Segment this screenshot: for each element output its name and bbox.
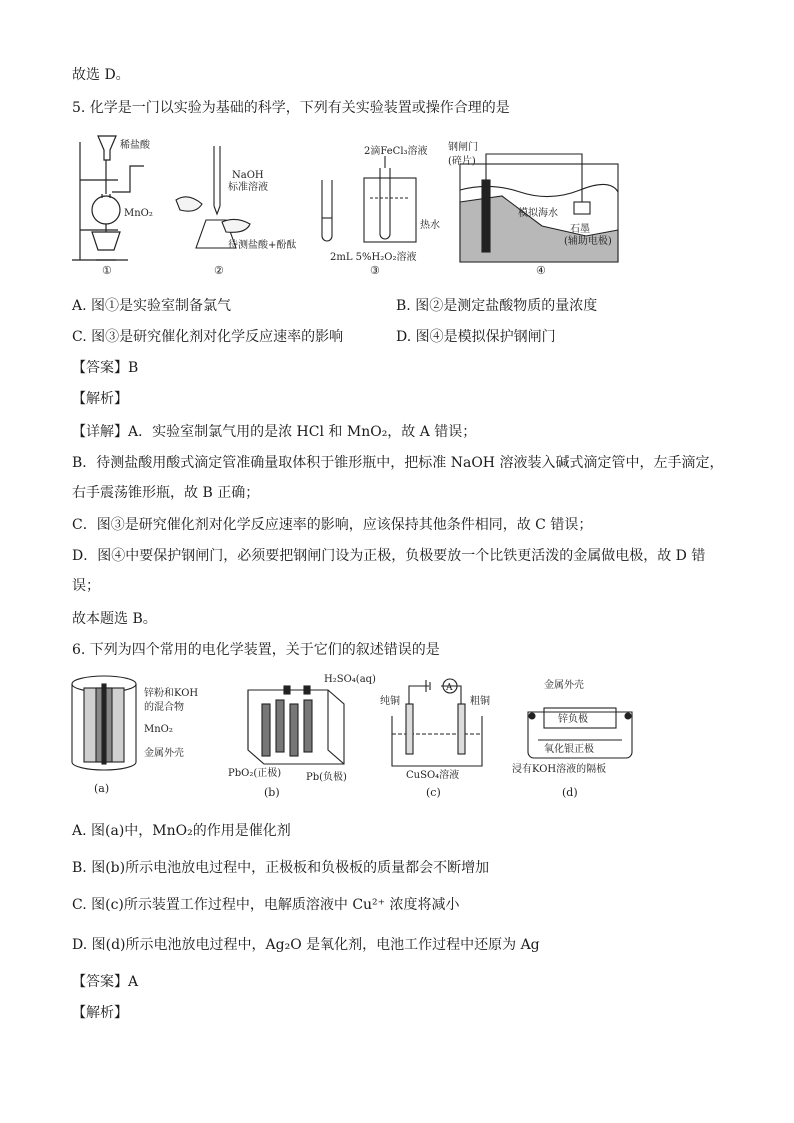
q5-conclusion: 故本题选 B。 bbox=[72, 611, 157, 627]
q5-figure-svg bbox=[68, 128, 628, 280]
q5-stem: 5. 化学是一门以实验为基础的科学，下列有关实验装置或操作合理的是 bbox=[72, 100, 510, 116]
label-auxiliary-electrode: (辅助电极) bbox=[564, 236, 612, 247]
label-h2o2: 2mL 5%H₂O₂溶液 bbox=[330, 252, 417, 263]
figure-catalyst-test bbox=[322, 156, 416, 242]
q6-option-a: A. 图(a)中，MnO₂的作用是催化剂 bbox=[72, 823, 291, 839]
label-simulated-seawater: 模拟海水 bbox=[518, 208, 558, 219]
label-sample-hcl: 待测盐酸+酚酞 bbox=[228, 240, 297, 251]
q5-option-d: D. 图④是模拟保护钢闸门 bbox=[396, 329, 556, 345]
label-standard-solution: 标准溶液 bbox=[228, 182, 268, 193]
figure-number-2: ② bbox=[214, 264, 224, 277]
label-mno2-a: MnO₂ bbox=[144, 724, 173, 735]
label-h2so4: H₂SO₄(aq) bbox=[324, 674, 376, 685]
q5-answer: 【答案】B bbox=[72, 360, 139, 376]
q5-figures bbox=[68, 128, 628, 284]
label-pure-copper: 纯铜 bbox=[380, 696, 400, 707]
figure-titration bbox=[176, 146, 250, 248]
label-steel-gate: 钢闸门 bbox=[448, 142, 478, 153]
label-metal-shell-a: 金属外壳 bbox=[144, 748, 184, 759]
label-mno2: MnO₂ bbox=[124, 208, 153, 219]
label-fragment: (碎片) bbox=[448, 156, 476, 167]
q5-option-a: A. 图①是实验室制备氯气 bbox=[72, 298, 232, 314]
label-mixture: 的混合物 bbox=[144, 702, 184, 713]
figure-label-d: (d) bbox=[562, 786, 578, 799]
q5-detail-b-line2: 右手震荡锥形瓶，故 B 正确； bbox=[72, 485, 260, 501]
q6-answer: 【答案】A bbox=[72, 974, 139, 990]
figure-label-c: (c) bbox=[426, 786, 441, 799]
label-ammeter: A bbox=[446, 683, 453, 693]
q6-figure-svg bbox=[62, 668, 642, 808]
label-graphite: 石墨 bbox=[570, 224, 590, 235]
q6-option-b: B. 图(b)所示电池放电过程中，正极板和负极板的质量都会不断增加 bbox=[72, 860, 490, 876]
label-pbo2-positive: PbO₂(正极) bbox=[228, 768, 282, 779]
figure-number-4: ④ bbox=[536, 264, 546, 277]
label-metal-shell-d: 金属外壳 bbox=[544, 680, 584, 691]
q5-detail-d-line2: 误； bbox=[72, 578, 100, 594]
q5-option-b: B. 图②是测定盐酸物质的量浓度 bbox=[396, 298, 598, 314]
figure-number-3: ③ bbox=[370, 264, 380, 277]
label-naoh: NaOH bbox=[232, 170, 264, 181]
q5-detail-d-line1: D．图④中要保护钢闸门，必须要把钢闸门设为正极，负极要放一个比铁更活泼的金属做电极，故 D 错 bbox=[72, 548, 706, 564]
label-fecl3: 2滴FeCl₃溶液 bbox=[364, 146, 428, 157]
label-zinc-negative: 锌负极 bbox=[558, 714, 588, 725]
q5-detail-b-line1: B．待测盐酸用酸式滴定管准确量取体积于锥形瓶中，把标准 NaOH 溶液装入碱式滴定管中，左手滴定， bbox=[72, 455, 724, 471]
q6-stem: 6. 下列为四个常用的电化学装置，关于它们的叙述错误的是 bbox=[72, 642, 440, 658]
q6-figures bbox=[62, 668, 642, 812]
label-silver-oxide-positive: 氧化银正极 bbox=[544, 744, 594, 755]
label-hot-water: 热水 bbox=[420, 220, 440, 231]
q6-option-c: C. 图(c)所示装置工作过程中，电解质溶液中 Cu²⁺ 浓度将减小 bbox=[72, 897, 460, 913]
q6-option-d: D. 图(d)所示电池放电过程中，Ag₂O 是氧化剂，电池工作过程中还原为 Ag bbox=[72, 937, 540, 953]
q5-option-c: C. 图③是研究催化剂对化学反应速率的影响 bbox=[72, 329, 344, 345]
figure-label-a: (a) bbox=[94, 782, 110, 795]
figure-copper-refining bbox=[392, 679, 482, 766]
figure-chlorine-apparatus bbox=[72, 136, 144, 260]
label-koh-separator: 浸有KOH溶液的隔板 bbox=[512, 764, 607, 775]
q5-detail-c: C．图③是研究催化剂对化学反应速率的影响，应该保持其他条件相同，故 C 错误； bbox=[72, 517, 593, 533]
label-crude-copper: 粗铜 bbox=[470, 696, 490, 707]
label-cuso4: CuSO₄溶液 bbox=[406, 770, 460, 781]
label-zinc-koh: 锌粉和KOH bbox=[144, 688, 199, 699]
figure-label-b: (b) bbox=[264, 786, 280, 799]
q6-analysis-heading: 【解析】 bbox=[72, 1005, 128, 1021]
label-pb-negative: Pb(负极) bbox=[306, 772, 347, 783]
figure-number-1: ① bbox=[102, 264, 112, 277]
q5-detail-a: 【详解】A．实验室制氯气用的是浓 HCl 和 MnO₂，故 A 错误； bbox=[72, 424, 477, 440]
label-dilute-hcl: 稀盐酸 bbox=[120, 140, 150, 151]
figure-lead-acid-battery bbox=[248, 686, 344, 764]
previous-conclusion: 故选 D。 bbox=[72, 67, 130, 83]
q5-analysis-heading: 【解析】 bbox=[72, 391, 128, 407]
figure-zinc-manganese-cell bbox=[72, 676, 136, 770]
